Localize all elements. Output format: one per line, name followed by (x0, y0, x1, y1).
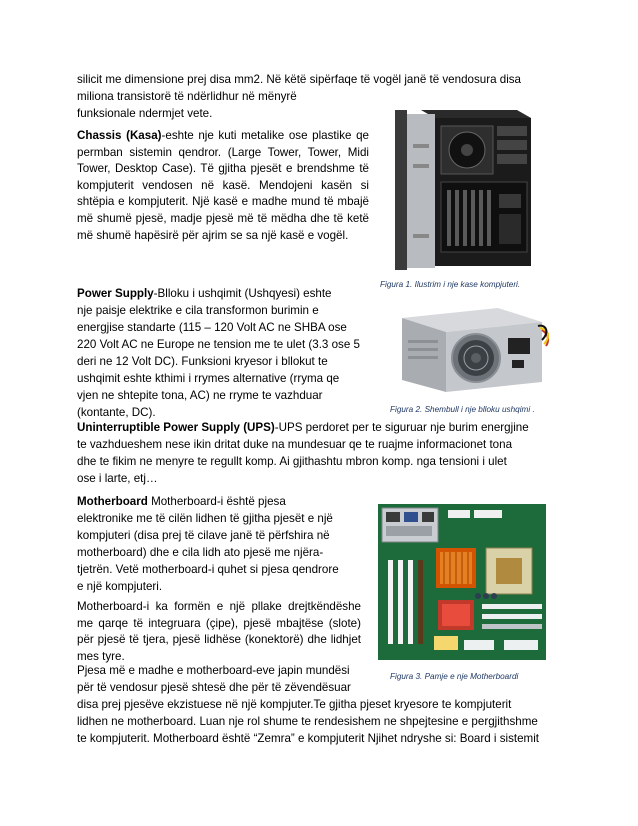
figure-3-caption: Figura 3. Pamje e nje Motherboardi (390, 672, 519, 681)
power-supply-image (394, 300, 550, 398)
motherboard-line-2: elektronike me të cilën lidhen të gjitha pjesët e një (77, 512, 333, 525)
chassis-paragraph (77, 128, 369, 244)
ups-line-1: Uninterruptible Power Supply (UPS)-UPS perdoret per te siguruar nje burim energjine (77, 421, 529, 434)
chassis-heading: Chassis (Kasa) (77, 129, 162, 142)
power-line-6: ushqimit eshte kthimi i rrymes alternative (rryma qe (77, 372, 340, 385)
motherboard-paragraph-2: Motherboard-i ka formën e një pllake drejtkëndëshe me qarqe të integruara (çipe), pjesë mbajtëse (slote) për pjesë të tjera, pjesë lidhëse (konektorë) dhe lidhjet mes tyre. (77, 600, 361, 663)
power-line-5: deri ne 12 Volt DC). Funksioni kryesor i bllokut te (77, 355, 328, 368)
ups-line-2: te vazhdueshem nese ikin dritat duke na mundesuar qe te ruajme informacionet tona (77, 438, 513, 451)
power-supply-illustration (394, 300, 550, 398)
power-heading: Power Supply (77, 287, 154, 300)
chassis-text: -eshte nje kuti metalike ose plastike qe permban sistemin qendror. (Large Tower, Tower, Midi Tower, Desktop Case). Të gjitha pjesët e brendshme të kompjuterit vendosen në kasë. Mendojeni kasën si shtëpia e kompjuterit. Një kasë e madhe mund të mbajë më shumë pjesë, madje pjesë më të mëdha dhe të ketë më shumë hapësirë për ajrim se sa një kasë e vogël. (77, 129, 369, 242)
power-line-8: (kontante, DC). (77, 406, 156, 419)
power-line-2: nje paisje elektrike e cila transformon burimin e (77, 304, 319, 317)
motherboard-p3-line-3: disa prej pjesëve ekzistuese në një kompjuter.Te gjitha pjeset kryesore te kompjuterit (77, 698, 512, 711)
motherboard-line-5: tjetrën. Vetë motherboard-i quhet si pjesa qendrore (77, 563, 339, 576)
motherboard-p3-line-5: te kompjuterit. Motherboard është “Zemra” e kompjuterit Njihet ndryshe si: Board i sistemit (77, 732, 539, 745)
motherboard-p3-line-1: Pjesa më e madhe e motherboard-eve japin mundësi (77, 664, 350, 677)
power-line-4: 220 Volt AC ne Europe ne tension me te ulet (3.3 ose 5 (77, 338, 360, 351)
computer-case-illustration (391, 104, 547, 272)
power-line-1: Power Supply-Blloku i ushqimit (Ushqyesi) eshte (77, 287, 332, 300)
intro-line-1: silicit me dimensione prej disa mm2. Në këtë sipërfaqe të vogël janë të vendosura disa (77, 73, 522, 86)
computer-case-image (391, 104, 547, 272)
motherboard-line-3: kompjuteri (disa prej të cilave janë të përfshira në (77, 529, 330, 542)
motherboard-p3-line-4: lidhen ne motherboard. Luan nje rol shume te rendesishem ne shpejtesine e pergjithshme (77, 715, 538, 728)
motherboard-image (374, 500, 550, 664)
motherboard-line-1: Motherboard Motherboard-i është pjesa (77, 495, 286, 508)
motherboard-heading: Motherboard (77, 495, 148, 508)
intro-line-3: funksionale ndermjet vete. (77, 107, 213, 120)
ups-heading: Uninterruptible Power Supply (UPS) (77, 421, 275, 434)
intro-line-2: miliona transistorë të ndërlidhur në mënyrë (77, 90, 297, 103)
motherboard-p3-line-2: për të vendosur pjesë shtesë dhe për të zëvendësuar (77, 681, 351, 694)
motherboard-illustration (374, 500, 550, 664)
ups-line-4: ose i larte, etj… (77, 472, 158, 485)
figure-1-caption: Figura 1. Ilustrim i nje kase kompjuteri. (380, 280, 521, 289)
motherboard-line-4: motherboard) dhe e cila lidh ato pjesë me njëra- (77, 546, 324, 559)
power-line-7: vjen ne shtepite tona, AC) ne rryme te vazhduar (77, 389, 323, 402)
motherboard-line-6: e një kompjuteri. (77, 580, 163, 593)
power-line-3: energjise standarte (115 – 120 Volt AC ne SHBA ose (77, 321, 347, 334)
figure-2-caption: Figura 2. Shembull i nje blloku ushqimi . (390, 405, 535, 414)
ups-line-3: dhe te fikim ne menyre te regullt komp. Ai gjithashtu mbron komp. nga tensioni i ulet (77, 455, 507, 468)
